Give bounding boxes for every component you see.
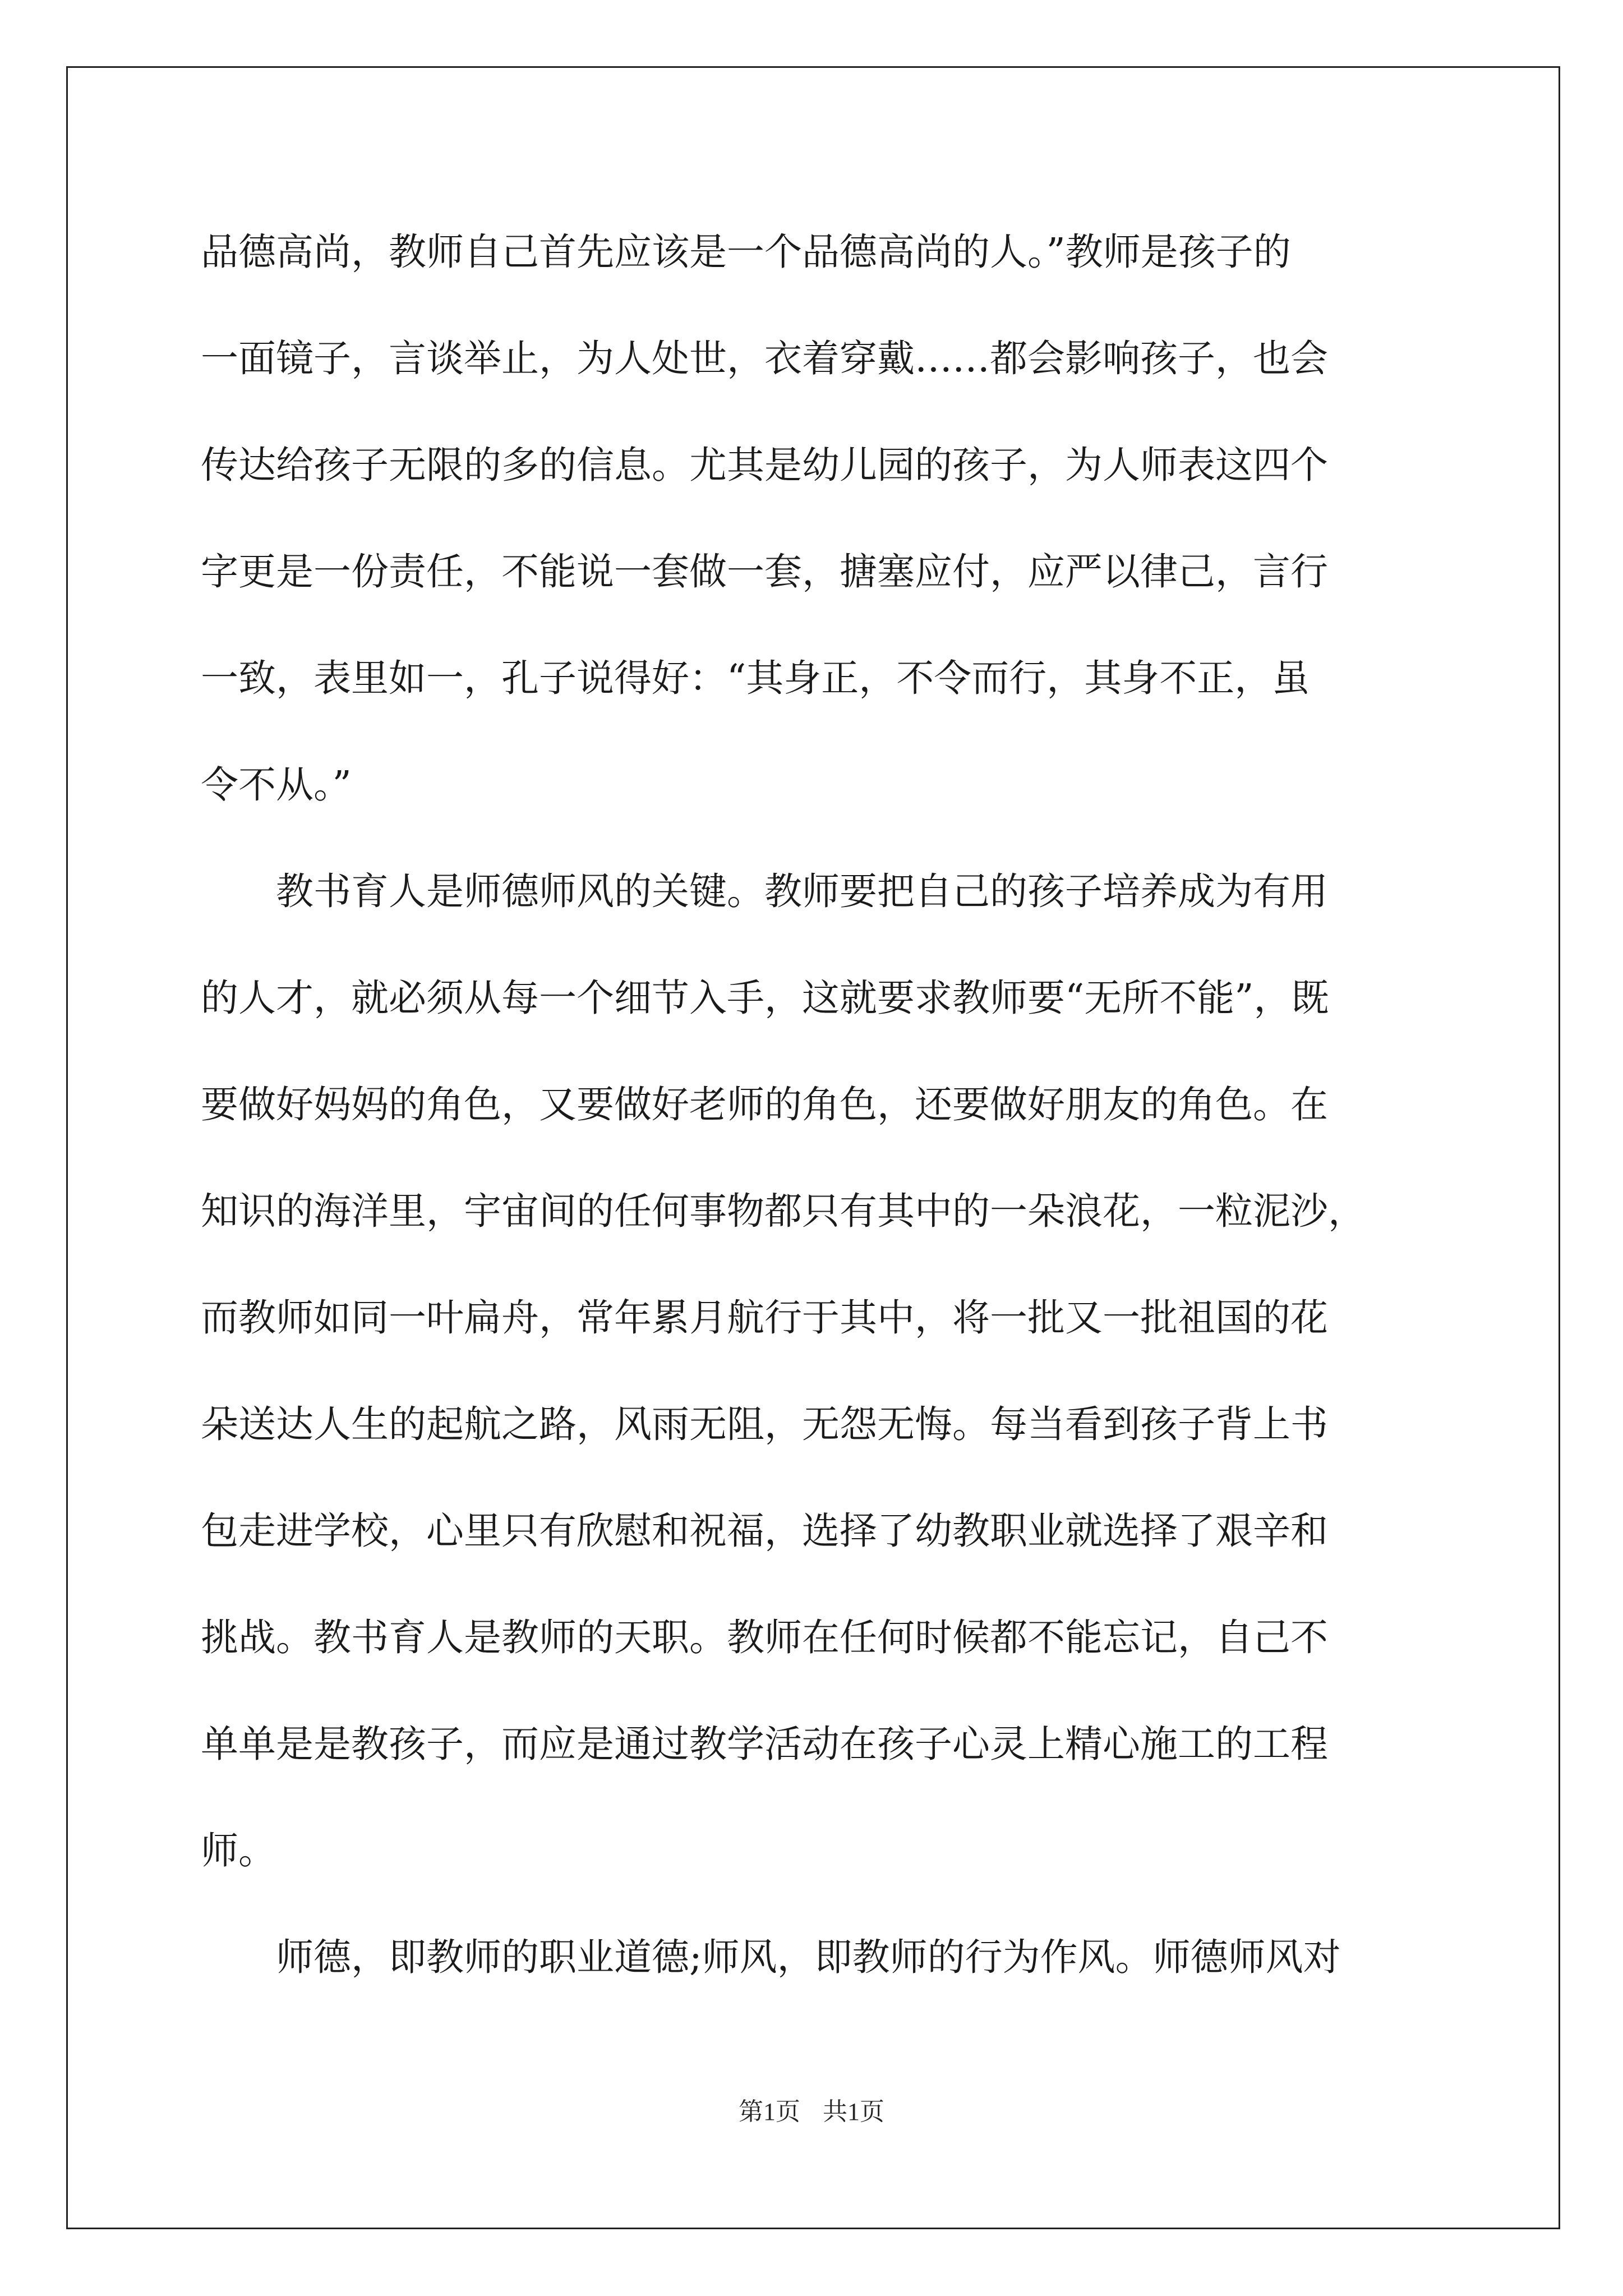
text-line: 知识的海洋里，宇宙间的任何事物都只有其中的一朵浪花，一粒泥沙， [201, 1189, 1366, 1233]
text-line: 朵送达人生的起航之路，风雨无阻，无怨无悔。每当看到孩子背上书 [201, 1402, 1328, 1446]
text-line: 的人才，就必须从每一个细节入手，这就要求教师要“无所不能”，既 [201, 976, 1329, 1020]
text-line: 单单是是教孩子，而应是通过教学活动在孩子心灵上精心施工的工程 [201, 1722, 1328, 1766]
text-line: 师德，即教师的职业道德;师风，即教师的行为作风。师德师风对 [201, 1935, 1341, 1979]
text-line: 一面镜子，言谈举止，为人处世，衣着穿戴……都会影响孩子，也会 [201, 337, 1328, 380]
text-line: 字更是一份责任，不能说一套做一套，搪塞应付，应严以律己，言行 [201, 550, 1328, 593]
text-line: 而教师如同一叶扁舟，常年累月航行于其中，将一批又一批祖国的花 [201, 1296, 1328, 1340]
text-line: 传达给孩子无限的多的信息。尤其是幼儿园的孩子，为人师表这四个 [201, 443, 1328, 487]
page-number: 第1页 [739, 2098, 800, 2125]
text-line: 挑战。教书育人是教师的天职。教师在任何时候都不能忘记，自己不 [201, 1616, 1328, 1659]
page-footer [0, 2091, 1623, 2127]
page-total: 共1页 [823, 2098, 884, 2125]
text-line: 一致，表里如一，孔子说得好：“其身正，不令而行，其身不正，虽 [201, 656, 1310, 700]
text-line: 师。 [201, 1829, 276, 1872]
document-body [201, 219, 1435, 2031]
text-line: 教书育人是师德师风的关键。教师要把自己的孩子培养成为有用 [201, 869, 1328, 913]
text-line: 包走进学校，心里只有欣慰和祝福，选择了幼教职业就选择了艰辛和 [201, 1509, 1328, 1553]
text-line: 令不从。” [201, 763, 352, 807]
text-line: 品德高尚，教师自己首先应该是一个品德高尚的人。”教师是孩子的 [201, 230, 1291, 274]
text-line: 要做好妈妈的角色，又要做好老师的角色，还要做好朋友的角色。在 [201, 1083, 1328, 1126]
